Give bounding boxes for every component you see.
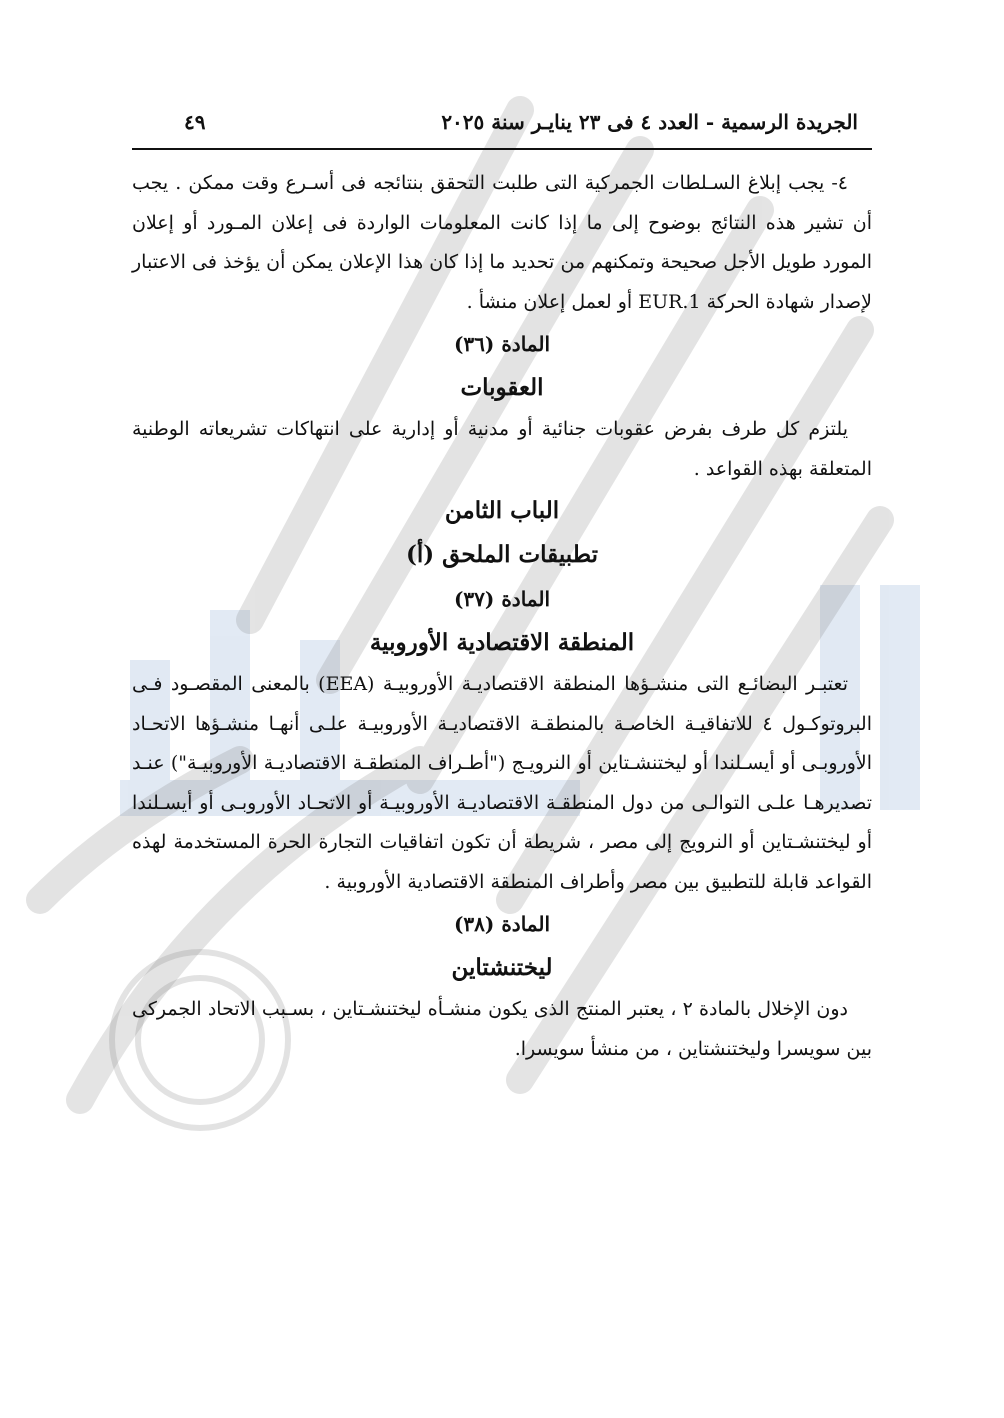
page-content: [132, 164, 872, 1069]
part-8-title: الباب الثامن: [444, 497, 560, 524]
clause-4-paragraph: ٤- يجب إبلاغ السـلطات الجمركية التى طلبت التحقق بنتائجه فى أسـرع وقت ممكن . يجب أن تشير هذه النتائج بوضوح إلى ما إذا كانت المعلومات الواردة فى إعلان المـورد أو إعلان المورد طويل الأجل صحيحة وتمكنهم من تحديد ما إذا كان هذا الإعلان يمكن أن يؤخذ فى الاعتبار لإصدار شهادة الحركة EUR.1 أو لعمل إعلان منشأ .: [132, 172, 872, 313]
page-number: ٤٩: [184, 110, 206, 134]
article-37-number: المادة (٣٧): [453, 587, 551, 611]
article-38-title: ليختنشتاين: [451, 954, 553, 981]
article-37-paragraph: تعتبـر البضائـع التى منشـؤها المنطقة الاقتصاديـة الأوروبيـة (EEA) بالمعنى المقصـود فـى البروتوكـول ٤ للاتفاقيـة الخاصـة بالمنطقـة الاقتصاديـة الأوروبيـة علـى أنهـا منشـؤها الاتحـاد الأوروبـى أو أيسـلندا أو ليختنشـتاين أو النرويـج ("أطـراف المنطقـة الاقتصاديـة الأوروبيـة") عنـد تصديرهـا علـى التوالـى من دول المنطقـة الاقتصاديـة الأوروبيـة أو الاتحـاد الأوروبـى أو أيسـلندا أو ليختنشـتاين أو النرويج إلى مصر ، شريطة أن تكون اتفاقيات التجارة الحرة المستخدمة لهذه القواعد قابلة للتطبيق بين مصر وأطراف المنطقة الاقتصادية الأوروبية .: [132, 673, 873, 893]
article-36-number: المادة (٣٦): [453, 332, 551, 356]
gazette-header-title: الجريدة الرسمية - العدد ٤ فى ٢٣ ينايـر سنة ٢٠٢٥: [441, 110, 858, 134]
article-38-number: المادة (٣٨): [453, 912, 551, 936]
document-page: [132, 110, 872, 1069]
page-header: [132, 110, 872, 150]
part-8-subtitle: تطبيقات الملحق (أ): [406, 541, 598, 568]
article-37-title: المنطقة الاقتصادية الأوروبية: [369, 629, 635, 656]
article-36-paragraph: يلتزم كل طرف بفرض عقوبات جنائية أو مدنية أو إدارية على انتهاكات تشريعاته الوطنية المتعلقة بهذه القواعد .: [132, 418, 872, 480]
article-36-title: العقوبات: [460, 374, 544, 401]
article-38-paragraph: دون الإخلال بالمادة ٢ ، يعتبر المنتج الذى يكون منشـأه ليختنشـتاين ، بسـبب الاتحاد الجمركى بين سويسرا وليختنشتاين ، من منشأ سويسرا.: [132, 998, 872, 1060]
